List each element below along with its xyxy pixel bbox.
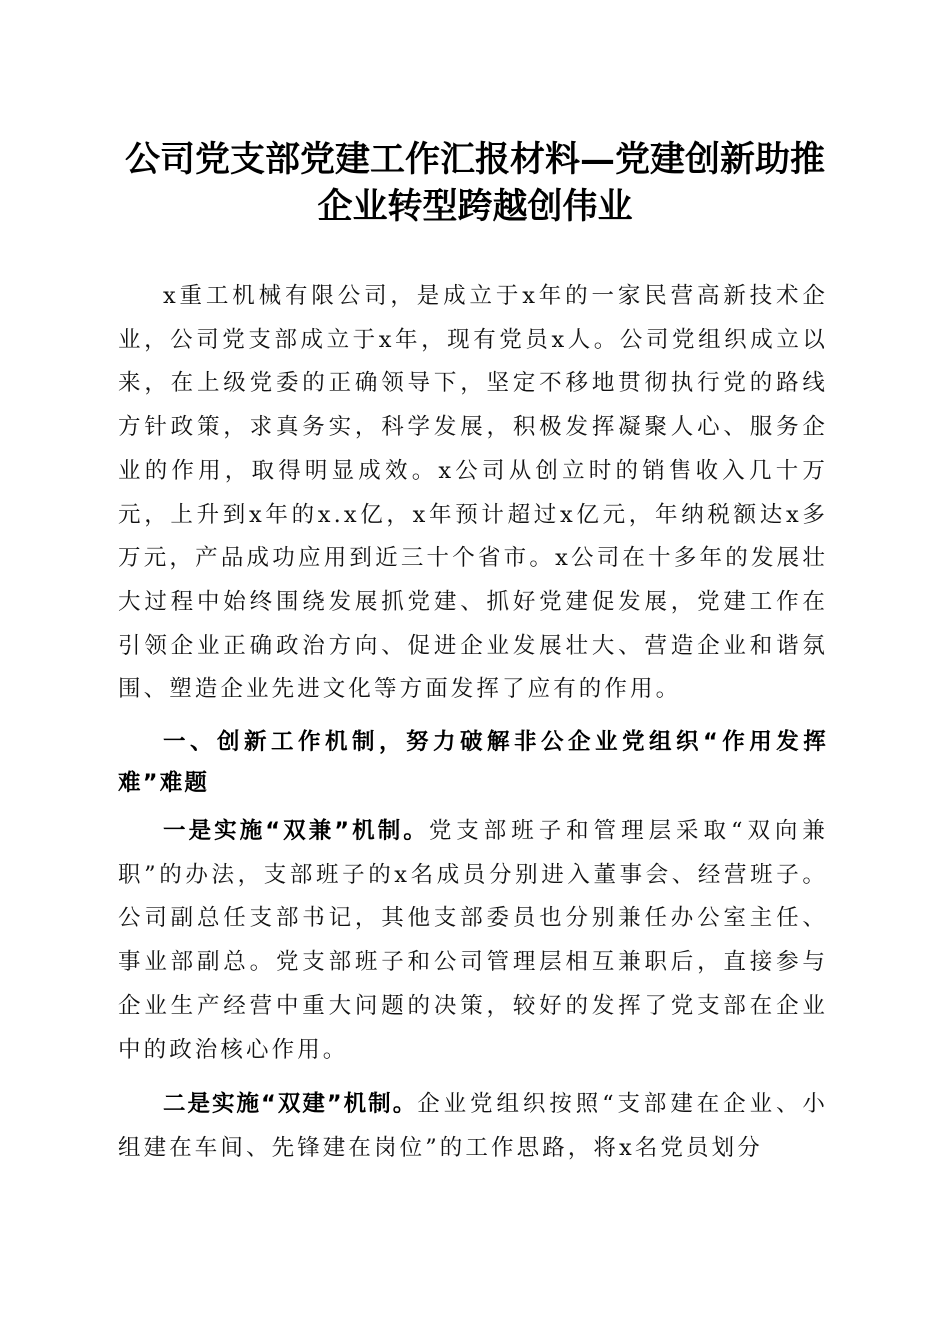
paragraph-dual-build: [118, 1083, 828, 1170]
section-heading-1: 一、创新工作机制，努力破解非公企业党组织“作用发挥难”难题: [118, 729, 828, 796]
paragraph-lead: 一是实施“双兼”机制。: [163, 818, 429, 844]
paragraph-dual-position: [118, 810, 828, 1072]
paragraph-body: 企业党组织按照“支部建在企业、小组建在车间、先锋建在岗位”的工作思路，将x名党员划分: [118, 1091, 829, 1161]
paragraph-body: 党支部班子和管理层采取“双向兼职”的办法，支部班子的x名成员分别进入董事会、经营班子。公司副总任支部书记，其他支部委员也分别兼任办公室主任、事业部副总。党支部班子和公司管理层相互兼职后，直接参与企业生产经营中重大问题的决策，较好的发挥了党支部在企业中的政治核心作用。: [118, 818, 828, 1063]
document-title-line-2: 企业转型跨越创伟业: [317, 186, 633, 227]
document-title-line-1: 公司党支部党建工作汇报材料—党建创新助推: [124, 139, 825, 180]
intro-paragraph: x重工机械有限公司，是成立于x年的一家民营高新技术企业，公司党支部成立于x年，现有党员x人。公司党组织成立以来，在上级党委的正确领导下，坚定不移地贯彻执行党的路线方针政策，求真务实，科学发展，积极发挥凝聚人心、服务企业的作用，取得明显成效。x公司从创立时的销售收入几十万元，上升到x年的x.x亿，x年预计超过x亿元，年纳税额达x多万元，产品成功应用到近三十个省市。x公司在十多年的发展壮大过程中始终围绕发展抓党建、抓好党建促发展，党建工作在引领企业正确政治方向、促进企业发展壮大、营造企业和谐氛围、塑造企业先进文化等方面发挥了应有的作用。: [118, 283, 828, 703]
paragraph-lead: 二是实施“双建”机制。: [163, 1091, 418, 1117]
